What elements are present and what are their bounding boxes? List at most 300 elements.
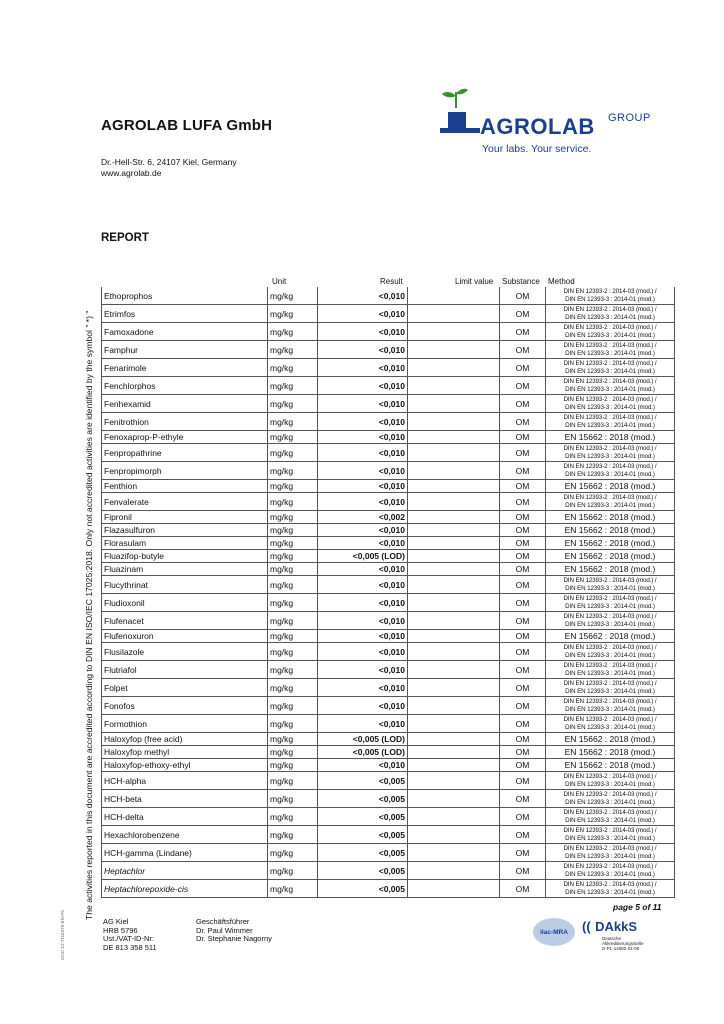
method-cell: EN 15662 : 2018 (mod.) <box>545 431 675 443</box>
page-number: page 5 of 11 <box>613 902 662 912</box>
table-row <box>101 431 675 444</box>
unit-cell: mg/kg <box>267 524 317 536</box>
method-line: DIN EN 12393-2 : 2014-03 (mod.) / <box>563 773 657 781</box>
method-line: DIN EN 12393-2 : 2014-03 (mod.) / <box>563 342 657 350</box>
limit-cell <box>407 790 499 807</box>
method-cell <box>545 377 675 394</box>
result-cell: <0,010 <box>317 715 407 732</box>
analyte-name: HCH-alpha <box>101 772 267 789</box>
result-cell: <0,010 <box>317 759 407 771</box>
method-line: DIN EN 12393-3 : 2014-01 (mod.) <box>565 651 655 659</box>
substance-cell: OM <box>499 772 545 789</box>
column-header-substance: Substance <box>502 277 540 286</box>
method-line: DIN EN 12393-3 : 2014-01 (mod.) <box>565 852 655 860</box>
limit-cell <box>407 661 499 678</box>
result-cell: <0,005 (LOD) <box>317 733 407 745</box>
method-cell <box>545 341 675 358</box>
substance-cell: OM <box>499 759 545 771</box>
table-row <box>101 524 675 537</box>
method-line: DIN EN 12393-3 : 2014-01 (mod.) <box>565 421 655 429</box>
method-line: DIN EN 12393-2 : 2014-03 (mod.) / <box>563 463 657 471</box>
table-row <box>101 395 675 413</box>
method-cell <box>545 462 675 479</box>
analyte-name: Fipronil <box>101 511 267 523</box>
table-row <box>101 862 675 880</box>
limit-cell <box>407 480 499 492</box>
table-row <box>101 341 675 359</box>
substance-cell: OM <box>499 790 545 807</box>
method-cell <box>545 661 675 678</box>
analyte-name: Fenitrothion <box>101 413 267 430</box>
method-line: DIN EN 12393-2 : 2014-03 (mod.) / <box>563 414 657 422</box>
result-cell: <0,005 (LOD) <box>317 746 407 758</box>
unit-cell: mg/kg <box>267 395 317 412</box>
dakks-sub-line: D-PL-14082-01-00 <box>602 946 640 952</box>
result-cell: <0,010 <box>317 563 407 575</box>
limit-cell <box>407 715 499 732</box>
document-code: DOC-12-7116378-EN-P5 <box>60 910 65 960</box>
analyte-name: Fluazifop-butyle <box>101 550 267 562</box>
analyte-name: Famphur <box>101 341 267 358</box>
method-line: DIN EN 12393-3 : 2014-01 (mod.) <box>565 834 655 842</box>
substance-cell: OM <box>499 844 545 861</box>
result-cell: <0,010 <box>317 480 407 492</box>
substance-cell: OM <box>499 462 545 479</box>
method-cell: EN 15662 : 2018 (mod.) <box>545 511 675 523</box>
method-line: DIN EN 12393-2 : 2014-03 (mod.) / <box>563 809 657 817</box>
table-row <box>101 287 675 305</box>
substance-cell: OM <box>499 826 545 843</box>
analyte-name: Fenpropathrine <box>101 444 267 461</box>
column-header-result: Result <box>380 277 403 286</box>
table-row <box>101 377 675 395</box>
table-row <box>101 359 675 377</box>
result-cell: <0,010 <box>317 287 407 304</box>
column-header-limit: Limit value <box>455 277 494 286</box>
substance-cell: OM <box>499 341 545 358</box>
table-row <box>101 697 675 715</box>
method-line: DIN EN 12393-2 : 2014-03 (mod.) / <box>563 827 657 835</box>
method-line: DIN EN 12393-3 : 2014-01 (mod.) <box>565 367 655 375</box>
limit-cell <box>407 862 499 879</box>
unit-cell: mg/kg <box>267 563 317 575</box>
footer-line: DE 813 358 511 <box>103 942 157 952</box>
method-cell: EN 15662 : 2018 (mod.) <box>545 733 675 745</box>
result-cell: <0,005 <box>317 880 407 897</box>
substance-cell: OM <box>499 612 545 629</box>
table-row <box>101 323 675 341</box>
result-cell: <0,005 <box>317 772 407 789</box>
method-cell <box>545 493 675 510</box>
result-cell: <0,005 <box>317 790 407 807</box>
analyte-name: Flufenoxuron <box>101 630 267 642</box>
limit-cell <box>407 612 499 629</box>
substance-cell: OM <box>499 630 545 642</box>
method-line: DIN EN 12393-3 : 2014-01 (mod.) <box>565 295 655 303</box>
limit-cell <box>407 462 499 479</box>
substance-cell: OM <box>499 323 545 340</box>
analyte-name: Florasulam <box>101 537 267 549</box>
table-row <box>101 844 675 862</box>
method-cell <box>545 305 675 322</box>
analyte-name: Fenoxaprop-P-ethyle <box>101 431 267 443</box>
method-cell <box>545 826 675 843</box>
unit-cell: mg/kg <box>267 576 317 593</box>
analyte-name: Famoxadone <box>101 323 267 340</box>
result-cell: <0,010 <box>317 323 407 340</box>
column-header-method: Method <box>548 277 575 286</box>
result-cell: <0,005 (LOD) <box>317 550 407 562</box>
substance-cell: OM <box>499 287 545 304</box>
method-cell <box>545 880 675 897</box>
method-cell <box>545 413 675 430</box>
method-line: DIN EN 12393-3 : 2014-01 (mod.) <box>565 501 655 509</box>
analyte-name: Fenpropimorph <box>101 462 267 479</box>
table-row <box>101 480 675 493</box>
table-row <box>101 630 675 643</box>
logo-group-label: GROUP <box>608 112 651 124</box>
unit-cell: mg/kg <box>267 377 317 394</box>
method-line: DIN EN 12393-3 : 2014-01 (mod.) <box>565 331 655 339</box>
method-line: DIN EN 12393-2 : 2014-03 (mod.) / <box>563 396 657 404</box>
table-row <box>101 746 675 759</box>
table-row <box>101 661 675 679</box>
substance-cell: OM <box>499 697 545 714</box>
substance-cell: OM <box>499 377 545 394</box>
method-cell <box>545 643 675 660</box>
method-cell <box>545 679 675 696</box>
limit-cell <box>407 679 499 696</box>
unit-cell: mg/kg <box>267 759 317 771</box>
analyte-name: Fenarimole <box>101 359 267 376</box>
result-cell: <0,010 <box>317 377 407 394</box>
limit-cell <box>407 772 499 789</box>
table-row <box>101 733 675 746</box>
result-cell: <0,005 <box>317 844 407 861</box>
table-row <box>101 462 675 480</box>
limit-cell <box>407 746 499 758</box>
table-row <box>101 305 675 323</box>
result-cell: <0,002 <box>317 511 407 523</box>
substance-cell: OM <box>499 359 545 376</box>
unit-cell: mg/kg <box>267 772 317 789</box>
analyte-name: HCH-delta <box>101 808 267 825</box>
limit-cell <box>407 444 499 461</box>
result-cell: <0,010 <box>317 444 407 461</box>
result-cell: <0,010 <box>317 413 407 430</box>
result-cell: <0,010 <box>317 493 407 510</box>
method-line: DIN EN 12393-2 : 2014-03 (mod.) / <box>563 324 657 332</box>
table-row <box>101 715 675 733</box>
unit-cell: mg/kg <box>267 323 317 340</box>
substance-cell: OM <box>499 679 545 696</box>
unit-cell: mg/kg <box>267 550 317 562</box>
unit-cell: mg/kg <box>267 826 317 843</box>
analyte-name: Fenthion <box>101 480 267 492</box>
limit-cell <box>407 537 499 549</box>
unit-cell: mg/kg <box>267 880 317 897</box>
substance-cell: OM <box>499 808 545 825</box>
unit-cell: mg/kg <box>267 862 317 879</box>
analyte-name: Fenhexamid <box>101 395 267 412</box>
analyte-name: Heptachlor <box>101 862 267 879</box>
unit-cell: mg/kg <box>267 594 317 611</box>
method-line: DIN EN 12393-2 : 2014-03 (mod.) / <box>563 445 657 453</box>
method-line: DIN EN 12393-3 : 2014-01 (mod.) <box>565 452 655 460</box>
limit-cell <box>407 880 499 897</box>
limit-cell <box>407 305 499 322</box>
limit-cell <box>407 844 499 861</box>
result-cell: <0,010 <box>317 305 407 322</box>
result-cell: <0,010 <box>317 612 407 629</box>
method-line: DIN EN 12393-2 : 2014-03 (mod.) / <box>563 378 657 386</box>
method-line: DIN EN 12393-2 : 2014-03 (mod.) / <box>563 595 657 603</box>
result-cell: <0,010 <box>317 576 407 593</box>
analyte-name: Flufenacet <box>101 612 267 629</box>
result-cell: <0,010 <box>317 395 407 412</box>
address-website: www.agrolab.de <box>101 168 162 178</box>
method-line: DIN EN 12393-3 : 2014-01 (mod.) <box>565 780 655 788</box>
substance-cell: OM <box>499 550 545 562</box>
analyte-name: HCH-beta <box>101 790 267 807</box>
method-cell <box>545 697 675 714</box>
method-line: DIN EN 12393-2 : 2014-03 (mod.) / <box>563 698 657 706</box>
method-line: DIN EN 12393-3 : 2014-01 (mod.) <box>565 470 655 478</box>
result-cell: <0,010 <box>317 462 407 479</box>
method-line: DIN EN 12393-3 : 2014-01 (mod.) <box>565 705 655 713</box>
result-cell: <0,010 <box>317 341 407 358</box>
method-line: DIN EN 12393-3 : 2014-01 (mod.) <box>565 385 655 393</box>
unit-cell: mg/kg <box>267 808 317 825</box>
limit-cell <box>407 377 499 394</box>
method-cell: EN 15662 : 2018 (mod.) <box>545 480 675 492</box>
dakks-wordmark: (( DAkkS <box>582 919 638 934</box>
unit-cell: mg/kg <box>267 480 317 492</box>
limit-cell <box>407 287 499 304</box>
table-row <box>101 612 675 630</box>
method-line: DIN EN 12393-3 : 2014-01 (mod.) <box>565 620 655 628</box>
analyte-name: HCH-gamma (Lindane) <box>101 844 267 861</box>
unit-cell: mg/kg <box>267 630 317 642</box>
table-row <box>101 537 675 550</box>
footer-line: Geschäftsführer <box>196 917 250 926</box>
method-line: DIN EN 12393-3 : 2014-01 (mod.) <box>565 723 655 731</box>
result-cell: <0,005 <box>317 808 407 825</box>
substance-cell: OM <box>499 524 545 536</box>
method-line: DIN EN 12393-3 : 2014-01 (mod.) <box>565 403 655 411</box>
results-table <box>101 287 675 898</box>
method-cell: EN 15662 : 2018 (mod.) <box>545 759 675 771</box>
footer-registration <box>103 918 157 952</box>
unit-cell: mg/kg <box>267 359 317 376</box>
footer-line: HRB 5796 <box>103 925 138 935</box>
analyte-name: Fenchlorphos <box>101 377 267 394</box>
unit-cell: mg/kg <box>267 431 317 443</box>
method-line: DIN EN 12393-3 : 2014-01 (mod.) <box>565 349 655 357</box>
analyte-name: Flazasulfuron <box>101 524 267 536</box>
footer-line: AG Kiel <box>103 917 129 926</box>
analyte-name: Fluazinam <box>101 563 267 575</box>
substance-cell: OM <box>499 305 545 322</box>
footer-line: Ust./VAT-ID-Nr: <box>103 934 154 944</box>
limit-cell <box>407 413 499 430</box>
method-line: DIN EN 12393-2 : 2014-03 (mod.) / <box>563 680 657 688</box>
table-row <box>101 772 675 790</box>
accreditation-note: The activities reported in this document are accredited according to DIN EN ISO/IEC 17025:2018. Only not accredited activities are identified by the symbol " *) " <box>84 310 94 920</box>
analyte-name: Haloxyfop (free acid) <box>101 733 267 745</box>
limit-cell <box>407 341 499 358</box>
analyte-name: Flutriafol <box>101 661 267 678</box>
result-cell: <0,010 <box>317 643 407 660</box>
limit-cell <box>407 511 499 523</box>
method-cell <box>545 844 675 861</box>
substance-cell: OM <box>499 643 545 660</box>
dakks-sub-line: Deutsche <box>602 936 622 941</box>
method-cell <box>545 594 675 611</box>
method-line: DIN EN 12393-2 : 2014-03 (mod.) / <box>563 845 657 853</box>
substance-cell: OM <box>499 594 545 611</box>
limit-cell <box>407 323 499 340</box>
method-line: DIN EN 12393-3 : 2014-01 (mod.) <box>565 584 655 592</box>
logo-wordmark: AGROLAB <box>480 114 595 139</box>
result-cell: <0,010 <box>317 594 407 611</box>
column-header-unit: Unit <box>272 277 287 286</box>
unit-cell: mg/kg <box>267 444 317 461</box>
substance-cell: OM <box>499 431 545 443</box>
method-cell <box>545 323 675 340</box>
method-cell <box>545 395 675 412</box>
method-cell <box>545 790 675 807</box>
limit-cell <box>407 576 499 593</box>
slogan: Your labs. Your service. <box>482 143 592 155</box>
table-row <box>101 563 675 576</box>
dakks-sub-line: Akkreditierungsstelle <box>602 941 644 947</box>
table-row <box>101 759 675 772</box>
ilac-mra-logo-icon: ilac-MRA <box>533 918 575 946</box>
method-line: DIN EN 12393-2 : 2014-03 (mod.) / <box>563 360 657 368</box>
report-title: REPORT <box>101 232 149 244</box>
method-cell <box>545 359 675 376</box>
substance-cell: OM <box>499 413 545 430</box>
substance-cell: OM <box>499 480 545 492</box>
analyte-name: Etrimfos <box>101 305 267 322</box>
dakks-word: DAkkS <box>595 919 638 934</box>
method-line: DIN EN 12393-2 : 2014-03 (mod.) / <box>563 791 657 799</box>
footer-line: Dr. Stephanie Nagorny <box>196 934 272 944</box>
method-line: DIN EN 12393-2 : 2014-03 (mod.) / <box>563 863 657 871</box>
analyte-name: Formothion <box>101 715 267 732</box>
method-line: DIN EN 12393-2 : 2014-03 (mod.) / <box>563 881 657 889</box>
unit-cell: mg/kg <box>267 844 317 861</box>
method-line: DIN EN 12393-2 : 2014-03 (mod.) / <box>563 288 657 296</box>
result-cell: <0,010 <box>317 431 407 443</box>
result-cell: <0,010 <box>317 697 407 714</box>
method-line: DIN EN 12393-3 : 2014-01 (mod.) <box>565 602 655 610</box>
method-cell <box>545 862 675 879</box>
unit-cell: mg/kg <box>267 413 317 430</box>
method-line: DIN EN 12393-3 : 2014-01 (mod.) <box>565 313 655 321</box>
table-row <box>101 576 675 594</box>
footer-line: Dr. Paul Wimmer <box>196 925 253 935</box>
analyte-name: Haloxyfop-ethoxy-ethyl <box>101 759 267 771</box>
method-cell: EN 15662 : 2018 (mod.) <box>545 524 675 536</box>
result-cell: <0,010 <box>317 661 407 678</box>
table-row <box>101 444 675 462</box>
method-line: DIN EN 12393-2 : 2014-03 (mod.) / <box>563 306 657 314</box>
unit-cell: mg/kg <box>267 790 317 807</box>
unit-cell: mg/kg <box>267 537 317 549</box>
method-cell: EN 15662 : 2018 (mod.) <box>545 537 675 549</box>
dakks-logo <box>582 918 644 952</box>
analyte-name: Flucythrinat <box>101 576 267 593</box>
method-cell <box>545 772 675 789</box>
method-line: DIN EN 12393-3 : 2014-01 (mod.) <box>565 888 655 896</box>
limit-cell <box>407 563 499 575</box>
table-row <box>101 594 675 612</box>
analyte-name: Haloxyfop methyl <box>101 746 267 758</box>
unit-cell: mg/kg <box>267 305 317 322</box>
limit-cell <box>407 493 499 510</box>
limit-cell <box>407 395 499 412</box>
limit-cell <box>407 759 499 771</box>
method-line: DIN EN 12393-2 : 2014-03 (mod.) / <box>563 716 657 724</box>
method-cell <box>545 287 675 304</box>
result-cell: <0,010 <box>317 359 407 376</box>
limit-cell <box>407 697 499 714</box>
analyte-name: Hexachlorobenzene <box>101 826 267 843</box>
substance-cell: OM <box>499 715 545 732</box>
limit-cell <box>407 550 499 562</box>
result-cell: <0,005 <box>317 862 407 879</box>
company-name: AGROLAB LUFA GmbH <box>101 117 273 134</box>
substance-cell: OM <box>499 537 545 549</box>
substance-cell: OM <box>499 661 545 678</box>
footer-management <box>196 918 272 944</box>
table-row <box>101 826 675 844</box>
limit-cell <box>407 431 499 443</box>
limit-cell <box>407 359 499 376</box>
table-row <box>101 511 675 524</box>
analyte-name: Heptachlorepoxide-cis <box>101 880 267 897</box>
result-cell: <0,010 <box>317 524 407 536</box>
result-cell: <0,010 <box>317 537 407 549</box>
unit-cell: mg/kg <box>267 462 317 479</box>
analyte-name: Ethoprophos <box>101 287 267 304</box>
substance-cell: OM <box>499 862 545 879</box>
unit-cell: mg/kg <box>267 679 317 696</box>
substance-cell: OM <box>499 395 545 412</box>
unit-cell: mg/kg <box>267 746 317 758</box>
analyte-name: Folpet <box>101 679 267 696</box>
method-line: DIN EN 12393-2 : 2014-03 (mod.) / <box>563 577 657 585</box>
method-line: DIN EN 12393-2 : 2014-03 (mod.) / <box>563 662 657 670</box>
unit-cell: mg/kg <box>267 715 317 732</box>
method-cell <box>545 808 675 825</box>
limit-cell <box>407 524 499 536</box>
table-row <box>101 808 675 826</box>
method-line: DIN EN 12393-2 : 2014-03 (mod.) / <box>563 644 657 652</box>
table-row <box>101 643 675 661</box>
method-line: DIN EN 12393-3 : 2014-01 (mod.) <box>565 687 655 695</box>
table-row <box>101 679 675 697</box>
method-line: DIN EN 12393-3 : 2014-01 (mod.) <box>565 798 655 806</box>
method-cell <box>545 576 675 593</box>
substance-cell: OM <box>499 880 545 897</box>
company-address <box>101 157 237 179</box>
result-cell: <0,010 <box>317 679 407 696</box>
unit-cell: mg/kg <box>267 511 317 523</box>
result-cell: <0,010 <box>317 630 407 642</box>
